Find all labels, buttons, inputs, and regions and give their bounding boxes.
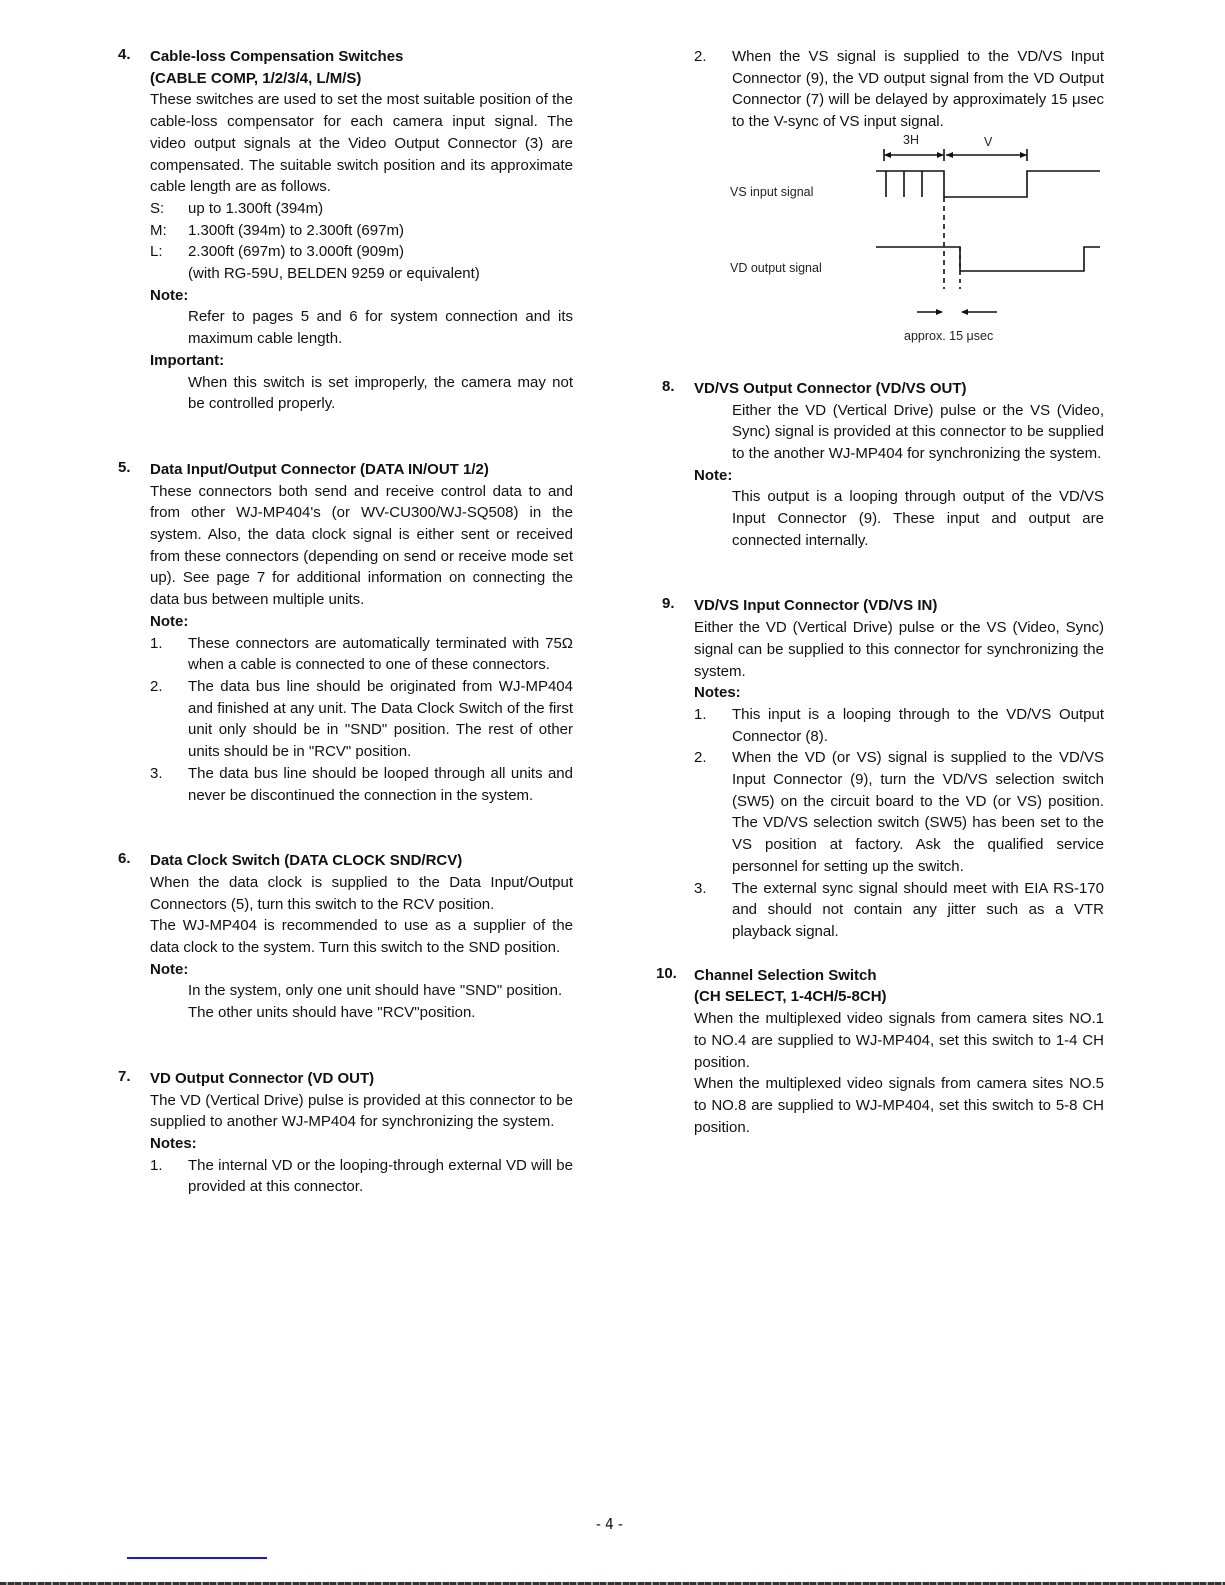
section-7-continued [662,46,1104,364]
diagram-label-vd-output: VD output signal [730,260,822,275]
range-key [150,263,188,285]
section-title: Data Input/Output Connector (DATA IN/OUT 1/2) [150,460,489,478]
note-text: This output is a looping through output of the VD/VS Input Connector (9). These input and output are connected internally. [732,488,1104,549]
section-title: VD/VS Output Connector (VD/VS OUT) [694,379,967,397]
note-item [150,1155,573,1198]
cable-type-note [150,263,573,285]
cable-length-list [150,198,573,285]
cable-range-m [150,220,573,242]
left-column [118,46,573,1198]
important-text: When this switch is set improperly, the camera may not be controlled properly. [188,373,573,413]
range-key: M: [150,221,167,239]
note-number: 1. [150,634,163,652]
section-number: 9. [662,595,675,613]
note-text: When the VD (or VS) signal is supplied to the VD/VS Input Connector (9), turn the VD/VS selection switch (SW5) on the circuit board to the VD (or VS) position. The VD/VS selection switch (SW5) has been set to the VS position at factory. Ask the qualified service personnel for setting up the switch. [732,749,1104,875]
section-body: When the multiplexed video signals from camera sites NO.1 to NO.4 are supplied to WJ-MP404, set this switch to 1-4 CH position. [694,1010,1104,1071]
note-number: 3. [694,879,707,897]
notes-label: Notes: [694,684,741,702]
note-item [150,676,573,763]
note-number: 2. [694,749,707,767]
section-title: VD/VS Input Connector (VD/VS IN) [694,597,938,615]
note-label: Note: [150,286,189,304]
diagram-label-delay: approx. 15 μsec [904,328,994,343]
note-text: The internal VD or the looping-through external VD will be provided at this connector. [188,1156,573,1196]
note-item [694,878,1104,943]
range-value: (with RG-59U, BELDEN 9259 or equivalent) [188,265,480,283]
note-text: The other units should have "RCV"position. [188,1004,476,1022]
section-body: Either the VD (Vertical Drive) pulse or the VS (Video, Sync) signal is provided at this connector to be supplied to the another WJ-MP404 for synchronizing the system. [732,401,1104,462]
section-7-vd-out [118,1068,573,1198]
scan-artifact-line [127,1557,267,1559]
right-column [656,46,1104,1138]
section-4-cable-comp [118,46,573,415]
section-body: These connectors both send and receive control data to and from other WJ-MP404's (or WV-CU300/WJ-SQ508) in the system. Also, the data clock signal is either sent or received from these connectors (depending on send or receive mode set up). See page 7 for additional information on connecting the data bus between multiple units. [150,482,573,609]
section-body: The WJ-MP404 is recommended to use as a supplier of the data clock to the system. Turn this switch to the SND position. [150,917,573,957]
note-text: The external sync signal should meet with EIA RS-170 and should not contain any jitter such as a VTR playback signal. [732,879,1104,940]
section-number: 8. [662,377,675,395]
range-key: L: [150,243,163,261]
section-5-data-io [118,459,573,806]
note-number: 1. [150,1156,163,1174]
range-value: up to 1.300ft (394m) [188,199,324,217]
section-subtitle: (CABLE COMP, 1/2/3/4, L/M/S) [150,69,362,87]
note-text: This input is a looping through to the VD/VS Output Connector (8). [732,705,1104,745]
section-body: When the data clock is supplied to the Data Input/Output Connectors (5), turn this switch to the RCV position. [150,873,573,913]
section-body: The VD (Vertical Drive) pulse is provided at this connector to be supplied to another WJ-MP404 for synchronizing the system. [150,1091,573,1131]
note-item [694,46,1104,133]
note-number: 3. [150,764,163,782]
diagram-label-v: V [984,134,993,149]
diagram-label-vs-input: VS input signal [730,184,814,199]
range-key: S: [150,199,165,217]
note-item [694,704,1104,747]
section-body: These switches are used to set the most suitable position of the cable-loss compensator for each camera input signal. The video output signals at the Video Output Connector (3) are compensated. The suitable switch position and its approximate cable length are as follows. [150,91,573,196]
note-label: Note: [694,466,733,484]
section-number: 7. [118,1067,131,1085]
note-item [694,747,1104,877]
section-title: VD Output Connector (VD OUT) [150,1069,375,1087]
note-number: 2. [694,48,707,65]
section-subtitle: (CH SELECT, 1-4CH/5-8CH) [694,988,887,1006]
section-body: Either the VD (Vertical Drive) pulse or the VS (Video, Sync) signal can be supplied to this connector for synchronizing the system. [694,619,1104,680]
section-number: 6. [118,850,131,868]
page-number: - 4 - [596,1515,623,1533]
cable-range-l [150,241,573,263]
section-number: 4. [118,46,131,63]
note-text: The data bus line should be looped through all units and never be discontinued the connection in the system. [188,764,573,804]
cable-range-s [150,198,573,220]
note-item [150,633,573,676]
section-title: Channel Selection Switch [694,966,877,984]
note-text: When the VS signal is supplied to the VD/VS Input Connector (9), the VD output signal from the VD Output Connector (7) will be delayed by approximately 15 μsec to the V-sync of VS input signal. [732,48,1104,131]
section-number: 10. [656,964,677,982]
range-value: 2.300ft (697m) to 3.000ft (909m) [188,243,404,261]
section-9-vdvs-in [662,595,1104,942]
note-number: 2. [150,677,163,695]
section-10-channel-select [656,964,1104,1139]
section-number: 5. [118,458,131,476]
note-label: Note: [150,960,189,978]
section-title: Data Clock Switch (DATA CLOCK SND/RCV) [150,852,463,870]
range-value: 1.300ft (394m) to 2.300ft (697m) [188,221,404,239]
notes-label: Notes: [150,1134,197,1152]
section-6-data-clock [118,850,573,1024]
note-text: In the system, only one unit should have "SND" position. [188,982,563,1000]
important-label: Important: [150,351,225,369]
note-text: The data bus line should be originated from WJ-MP404 and finished at any unit. The Data Clock Switch of the first unit only should be in "SND" position. The rest of other units should be in "RCV" position. [188,677,573,761]
section-title: Cable-loss Compensation Switches [150,48,404,65]
note-item [150,763,573,806]
note-text: Refer to pages 5 and 6 for system connection and its maximum cable length. [188,308,573,348]
note-text: These connectors are automatically terminated with 75Ω when a cable is connected to one of these connectors. [188,634,573,674]
timing-diagram [694,132,1104,364]
note-label: Note: [150,612,189,630]
section-body: When the multiplexed video signals from camera sites NO.5 to NO.8 are supplied to WJ-MP404, set this switch to 5-8 CH position. [694,1075,1104,1136]
section-8-vdvs-out [662,378,1104,552]
note-number: 1. [694,705,707,723]
diagram-label-3h: 3H [903,132,919,147]
